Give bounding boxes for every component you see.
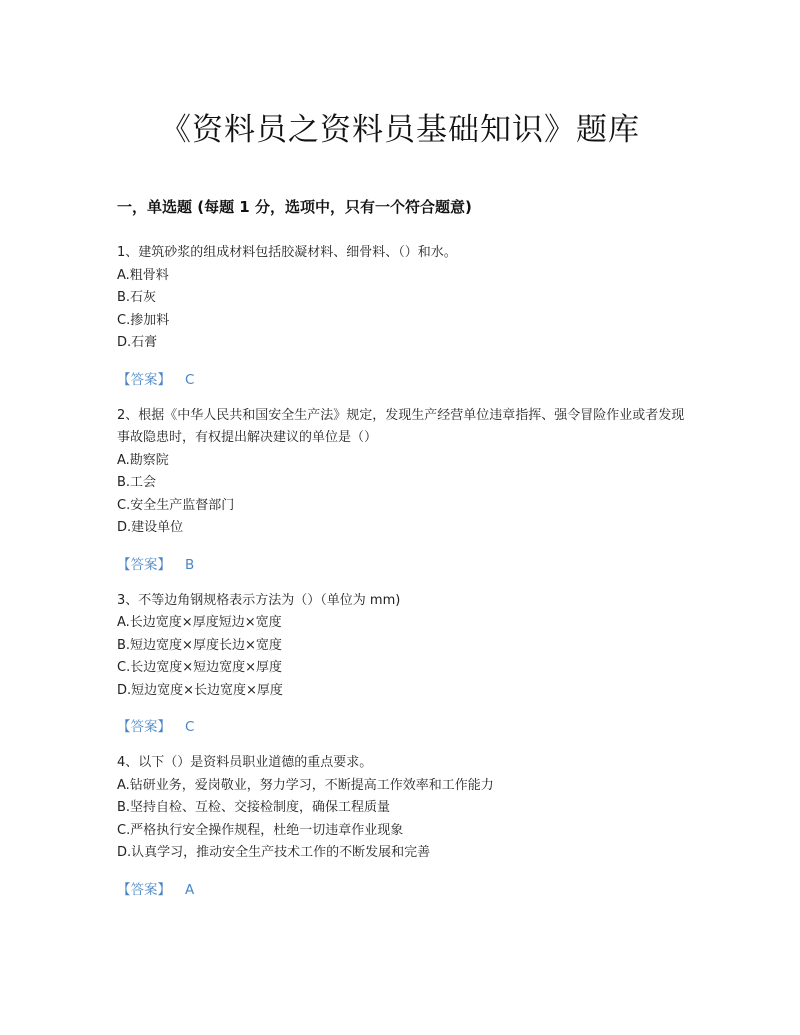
option-a: A.勘察院 xyxy=(117,452,169,468)
question-text: 2、根据《中华人民共和国安全生产法》规定，发现生产经营单位违章指挥、强令冒险作业或者发现事故隐患时，有权提出解决建议的单位是（） xyxy=(117,407,685,445)
answer-label: 【答案】 xyxy=(117,719,171,735)
question-text: 1、建筑砂浆的组成材料包括胶凝材料、细骨料、（）和水。 xyxy=(117,245,457,260)
option-c: C.长边宽度×短边宽度×厚度 xyxy=(117,660,282,675)
option-b: B.工会 xyxy=(117,475,157,490)
answer-label: 【答案】 xyxy=(117,881,171,898)
option-c: C.掺加料 xyxy=(117,312,170,328)
question-text: 4、以下（）是资料员职业道德的重点要求。 xyxy=(117,755,373,770)
document-title: 《资料员之资料员基础知识》题库 xyxy=(160,112,640,148)
answer-value: B xyxy=(185,556,195,573)
question-list xyxy=(117,242,687,915)
option-d: D.短边宽度×长边宽度×厚度 xyxy=(117,682,283,698)
option-c: C.严格执行安全操作规程，杜绝一切违章作业现象 xyxy=(117,822,404,838)
option-a: A.长边宽度×厚度短边×宽度 xyxy=(117,615,282,630)
option-d: D.认真学习，推动安全生产技术工作的不断发展和完善 xyxy=(117,845,431,860)
question-3 xyxy=(117,590,687,739)
answer-line xyxy=(117,716,687,738)
answer-line xyxy=(117,369,687,391)
answer-value: C xyxy=(185,371,195,388)
option-b: B.坚持自检、互检、交接检制度，确保工程质量 xyxy=(117,800,391,815)
option-b: B.石灰 xyxy=(117,290,157,305)
option-a: A.钻研业务，爱岗敬业，努力学习，不断提高工作效率和工作能力 xyxy=(117,777,494,793)
option-d: D.石膏 xyxy=(117,335,158,350)
option-a: A.粗骨料 xyxy=(117,267,169,283)
option-d: D.建设单位 xyxy=(117,520,184,535)
answer-label: 【答案】 xyxy=(117,556,171,573)
section-heading: 一，单选题 (每题 1 分，选项中，只有一个符合题意) xyxy=(117,198,472,216)
answer-value: A xyxy=(185,881,195,898)
question-2 xyxy=(117,405,687,576)
question-1 xyxy=(117,242,687,391)
answer-value: C xyxy=(185,719,195,735)
answer-label: 【答案】 xyxy=(117,371,171,388)
option-b: B.短边宽度×厚度长边×宽度 xyxy=(117,637,282,653)
answer-line xyxy=(117,554,687,576)
answer-line xyxy=(117,879,687,901)
question-4 xyxy=(117,752,687,901)
option-c: C.安全生产监督部门 xyxy=(117,497,235,513)
question-text: 3、不等边角钢规格表示方法为（）（单位为 mm) xyxy=(117,592,401,608)
